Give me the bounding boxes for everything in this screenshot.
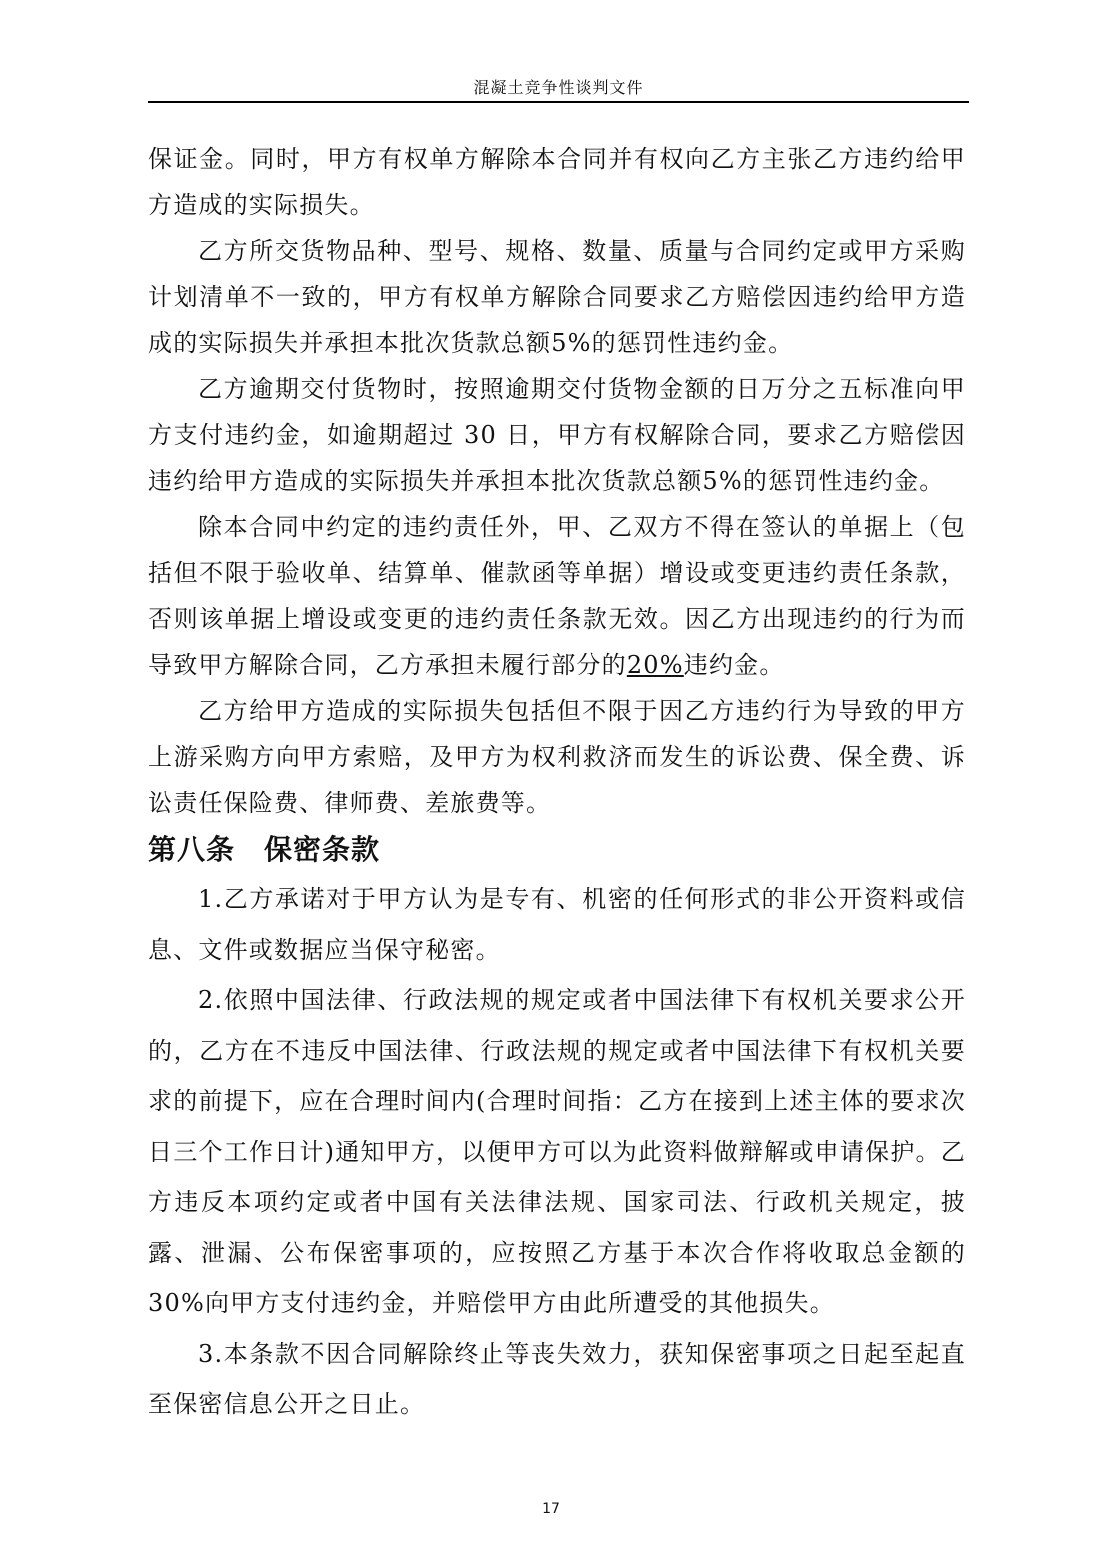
paragraph-actual-loss: 乙方给甲方造成的实际损失包括但不限于因乙方违约行为导致的甲方上游采购方向甲方索赔，及甲方为权利救济而发生的诉讼费、保全费、诉讼责任保险费、律师费、差旅费等。 [148, 697, 966, 817]
clause-item: 2.依照中国法律、行政法规的规定或者中国法律下有权机关要求公开的，乙方在不违反中国法律、行政法规的规定或者中国法律下有权机关要求的前提下，应在合理时间内(合理时间指：乙方在接到上述主体的要求次日三个工作日计)通知甲方，以便甲方可以为此资料做辩解或申请保护。乙方违反本项约定或者中国有关法律法规、国家司法、行政机关规定，披露、泄漏、公布保密事项的，应按照乙方基于本次合作将收取总金额的30%向甲方支付违约金，并赔偿甲方由此所遭受的其他损失。 [148, 986, 966, 1317]
clause-item: 1.乙方承诺对于甲方认为是专有、机密的任何形式的非公开资料或信息、文件或数据应当保守秘密。 [148, 885, 966, 964]
paragraph-goods-mismatch: 乙方所交货物品种、型号、规格、数量、质量与合同约定或甲方采购计划清单不一致的，甲方有权单方解除合同要求乙方赔偿因违约给甲方造成的实际损失并承担本批次货款总额5%的惩罚性违约金。 [148, 237, 966, 357]
article-heading: 第八条 保密条款 [148, 833, 381, 866]
page-number: 17 [542, 1501, 560, 1517]
paragraph-liability-terms [148, 504, 966, 688]
paragraph-liability-tail: 违约金。 [683, 651, 785, 679]
paragraph-liability-text: 除本合同中约定的违约责任外，甲、乙双方不得在签认的单据上（包括但不限于验收单、结算单、催款函等单据）增设或变更违约责任条款，否则该单据上增设或变更的违约责任条款无效。因乙方出现违约的行为而导致甲方解除合同，乙方承担未履行部分的 [148, 513, 966, 679]
confidentiality-clauses [148, 874, 966, 1430]
clause-item: 3.本条款不因合同解除终止等丧失效力，获知保密事项之日起至起直至保密信息公开之日止。 [148, 1339, 966, 1418]
document-body [148, 136, 966, 1430]
paragraph-deposit: 保证金。同时，甲方有权单方解除本合同并有权向乙方主张乙方违约给甲方造成的实际损失。 [148, 145, 966, 219]
header-divider [148, 101, 969, 103]
document-header-title: 混凝土竞争性谈判文件 [473, 78, 644, 97]
underlined-percentage: 20% [626, 651, 684, 679]
paragraph-late-delivery: 乙方逾期交付货物时，按照逾期交付货物金额的日万分之五标准向甲方支付违约金，如逾期超过 30 日，甲方有权解除合同，要求乙方赔偿因违约给甲方造成的实际损失并承担本批次货款总额5%的惩罚性违约金。 [148, 375, 966, 495]
